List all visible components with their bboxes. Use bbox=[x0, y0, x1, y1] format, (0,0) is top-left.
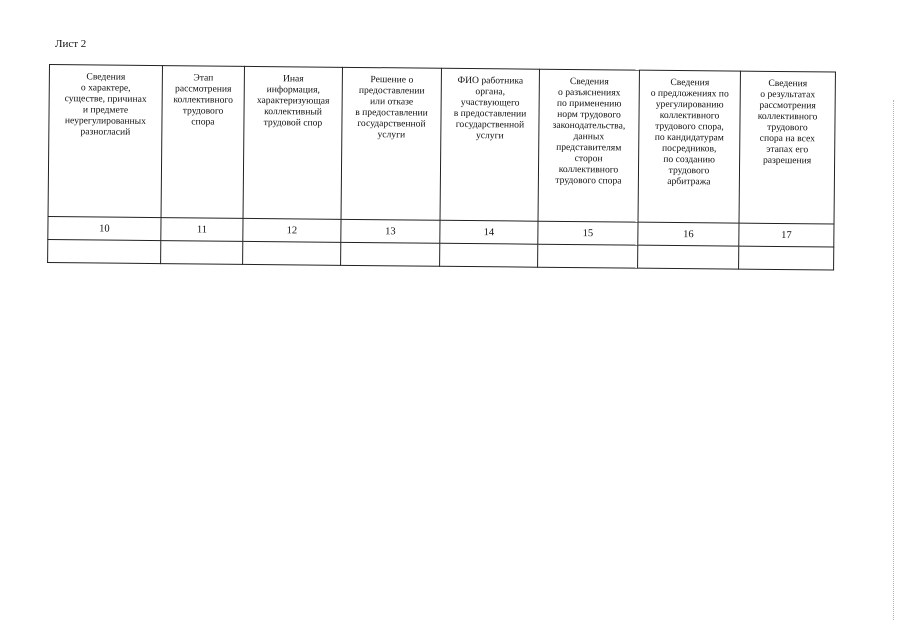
column-number: 14 bbox=[440, 220, 538, 244]
empty-cell bbox=[739, 246, 834, 270]
column-number: 13 bbox=[341, 219, 440, 243]
empty-cell bbox=[48, 239, 161, 263]
empty-cell bbox=[161, 241, 243, 265]
column-number: 17 bbox=[739, 223, 834, 247]
column-number: 16 bbox=[638, 222, 739, 246]
form-table bbox=[47, 64, 836, 271]
column-number: 15 bbox=[538, 221, 638, 245]
header-cell-other-info: Иная информация, характеризующая коллективный трудовой спор bbox=[243, 66, 342, 219]
empty-cell bbox=[243, 241, 341, 265]
header-cell-decision: Решение о предоставлении или отказе в предоставлении государственной услуги bbox=[341, 67, 441, 220]
scan-margin-dots bbox=[893, 100, 896, 620]
header-cell-disagreements: Сведения о характере, существе, причинах и предмете неурегулированных разногласий bbox=[48, 65, 162, 218]
empty-cell bbox=[638, 245, 739, 269]
header-cell-proposals: Сведения о предложениях по урегулированию коллективного трудового спора, по кандидатурам посредников, по созданию трудового арбитража bbox=[638, 70, 740, 223]
header-cell-employee-name: ФИО работника органа, участвующего в предоставлении государственной услуги bbox=[440, 68, 539, 221]
header-cell-stage: Этап рассмотрения коллективного трудового спора bbox=[161, 66, 244, 219]
empty-cell bbox=[538, 244, 638, 268]
form-table-container bbox=[47, 64, 835, 271]
empty-cell bbox=[440, 243, 538, 267]
header-row bbox=[48, 65, 835, 225]
column-number: 12 bbox=[243, 218, 341, 242]
column-number: 10 bbox=[48, 216, 161, 240]
empty-cell bbox=[341, 242, 440, 266]
header-cell-results: Сведения о результатах рассмотрения коллективного трудового спора на всех этапах его разрешения bbox=[739, 71, 835, 224]
header-cell-clarifications: Сведения о разъяснениях по применению норм трудового законодательства, данных представителям сторон коллективного трудового спора bbox=[538, 69, 639, 222]
column-number: 11 bbox=[161, 218, 243, 242]
sheet-label: Лист 2 bbox=[55, 38, 87, 50]
